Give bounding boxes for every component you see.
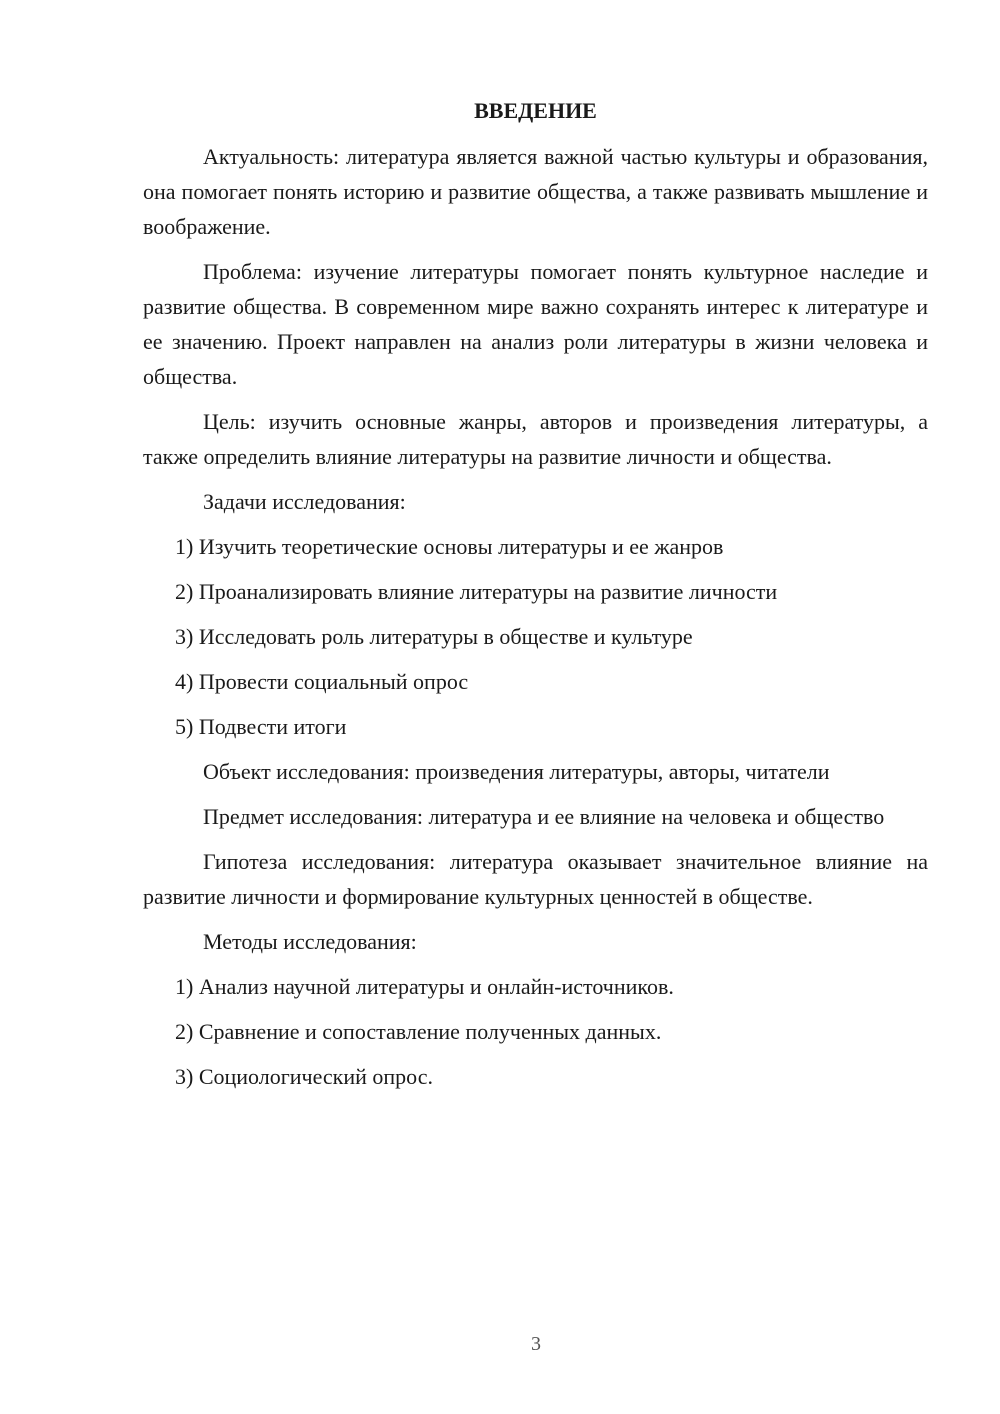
list-item: 4) Провести социальный опрос [175, 669, 469, 694]
page-number: 3 [531, 1333, 541, 1355]
goal-paragraph: Цель: изучить основные жанры, авторов и произведения литературы, а также определить влияние литературы на развитие личности и общества. [143, 409, 928, 469]
hypothesis-paragraph: Гипотеза исследования: литература оказывает значительное влияние на развитие личности и формирование культурных ценностей в обществе. [143, 849, 928, 909]
list-item: 5) Подвести итоги [175, 714, 347, 739]
object-paragraph: Объект исследования: произведения литературы, авторы, читатели [203, 759, 830, 784]
list-item: 3) Социологический опрос. [175, 1064, 433, 1089]
page-title: ВВЕДЕНИЕ [474, 98, 597, 123]
list-item: 2) Проанализировать влияние литературы на развитие личности [175, 579, 778, 604]
subject-paragraph: Предмет исследования: литература и ее влияние на человека и общество [203, 804, 885, 829]
tasks-heading: Задачи исследования: [203, 489, 406, 514]
list-item: 3) Исследовать роль литературы в обществе и культуре [175, 624, 693, 649]
problem-paragraph: Проблема: изучение литературы помогает понять культурное наследие и развитие общества. В современном мире важно сохранять интерес к литературе и ее значению. Проект направлен на анализ роли литературы в жизни человека и общества. [143, 259, 928, 389]
relevance-paragraph: Актуальность: литература является важной частью культуры и образования, она помогает понять историю и развитие общества, а также развивать мышление и воображение. [143, 144, 928, 239]
methods-list [143, 969, 928, 1094]
methods-heading: Методы исследования: [203, 929, 417, 954]
list-item: 1) Изучить теоретические основы литературы и ее жанров [175, 534, 724, 559]
list-item: 1) Анализ научной литературы и онлайн-источников. [175, 974, 674, 999]
tasks-list [143, 529, 928, 744]
list-item: 2) Сравнение и сопоставление полученных данных. [175, 1019, 662, 1044]
document-page [143, 93, 928, 1104]
